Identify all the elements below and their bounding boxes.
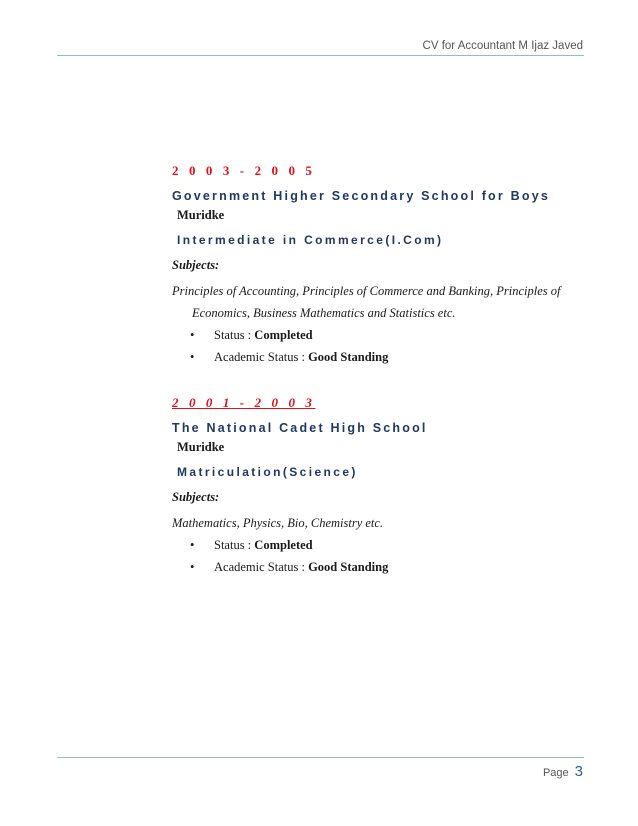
bullet-icon: • <box>190 560 195 574</box>
bullet-icon: • <box>190 328 195 342</box>
bullet-icon: • <box>190 350 195 364</box>
status-list <box>172 534 592 578</box>
page-label: Page <box>542 767 569 779</box>
page-number: 3 <box>574 763 583 780</box>
academic-status-item <box>190 346 592 368</box>
page-header: CV for Accountant M Ijaz Javed <box>422 40 583 52</box>
entry-school: The National Cadet High School <box>172 421 428 435</box>
status-item <box>190 534 592 556</box>
subjects-list: Principles of Accounting, Principles of Commerce and Banking, Principles of Economics, Business Mathematics and Statistics etc. <box>172 284 561 320</box>
footer-rule <box>57 757 584 758</box>
entry-school: Government Higher Secondary School for Boys <box>172 189 550 203</box>
status-label: Status : <box>214 328 255 342</box>
page-footer <box>543 763 583 780</box>
subjects-list: Mathematics, Physics, Bio, Chemistry etc. <box>172 516 384 530</box>
status-value: Completed <box>254 328 313 342</box>
education-content <box>172 162 592 604</box>
bullet-icon: • <box>190 538 195 552</box>
entry-years: 2 0 0 1 - 2 0 0 3 <box>172 395 316 410</box>
entry-city: Muridke <box>177 208 225 222</box>
header-rule <box>57 55 584 56</box>
subjects-label: Subjects: <box>172 258 220 272</box>
status-item <box>190 324 592 346</box>
subjects-label: Subjects: <box>172 490 220 504</box>
status-list <box>172 324 592 368</box>
entry-city: Muridke <box>177 440 225 454</box>
academic-status-value: Good Standing <box>308 350 389 364</box>
academic-status-value: Good Standing <box>308 560 389 574</box>
academic-status-item <box>190 556 592 578</box>
status-label: Status : <box>214 538 255 552</box>
education-entry-matriculation <box>172 394 592 578</box>
entry-degree: Matriculation(Science) <box>177 465 358 479</box>
education-entry-intermediate <box>172 162 592 368</box>
entry-degree: Intermediate in Commerce(I.Com) <box>177 233 444 247</box>
status-value: Completed <box>254 538 313 552</box>
academic-status-label: Academic Status : <box>214 560 309 574</box>
entry-years: 2 0 0 3 - 2 0 0 5 <box>172 163 316 178</box>
academic-status-label: Academic Status : <box>214 350 309 364</box>
